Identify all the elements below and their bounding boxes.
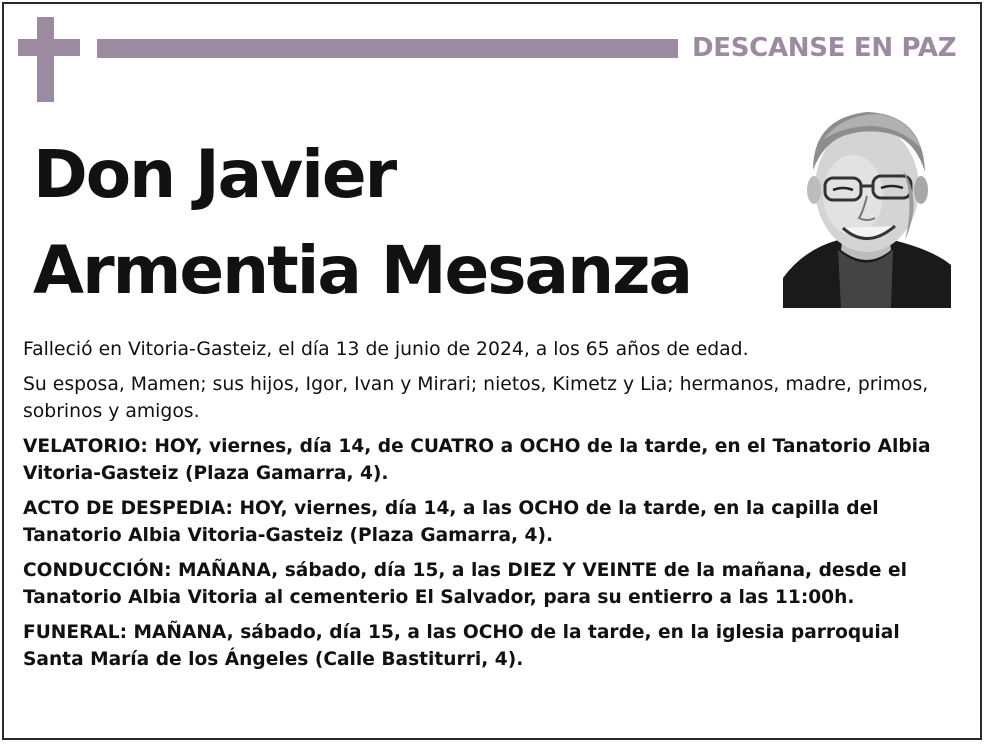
portrait-illustration: [783, 100, 951, 308]
cross-horizontal-bar: [18, 39, 80, 56]
cross-vertical-bar: [37, 17, 54, 102]
deceased-name-line2: Armentia Mesanza: [33, 232, 692, 309]
header-divider-bar: [97, 39, 678, 58]
death-notice: Falleció en Vitoria-Gasteiz, el día 13 de junio de 2024, a los 65 años de edad.: [23, 339, 749, 360]
velatorio-notice: VELATORIO: HOY, viernes, día 14, de CUATRO a OCHO de la tarde, en el Tanatorio Albia Vitoria-Gasteiz (Plaza Gamarra, 4).: [23, 436, 931, 484]
family-notice: Su esposa, Mamen; sus hijos, Igor, Ivan y Mirari; nietos, Kimetz y Lia; hermanos, madre, primos, sobrinos y amigos.: [23, 374, 929, 422]
deceased-name-line1: Don Javier: [33, 136, 396, 213]
header-title: DESCANSE EN PAZ: [692, 33, 957, 63]
funeral-notice: FUNERAL: MAÑANA, sábado, día 15, a las OCHO de la tarde, en la iglesia parroquial Santa María de los Ángeles (Calle Bastiturri, 4).: [23, 622, 900, 670]
despedida-notice: ACTO DE DESPEDIA: HOY, viernes, día 14, a las OCHO de la tarde, en la capilla del Tanatorio Albia Vitoria-Gasteiz (Plaza Gamarra, 4).: [23, 498, 879, 546]
obituary-body: [23, 336, 958, 681]
portrait-photo: [783, 100, 951, 308]
conduccion-notice: CONDUCCIÓN: MAÑANA, sábado, día 15, a las DIEZ Y VEINTE de la mañana, desde el Tanatorio Albia Vitoria al cementerio El Salvador, para su entierro a las 11:00h.: [23, 560, 907, 608]
